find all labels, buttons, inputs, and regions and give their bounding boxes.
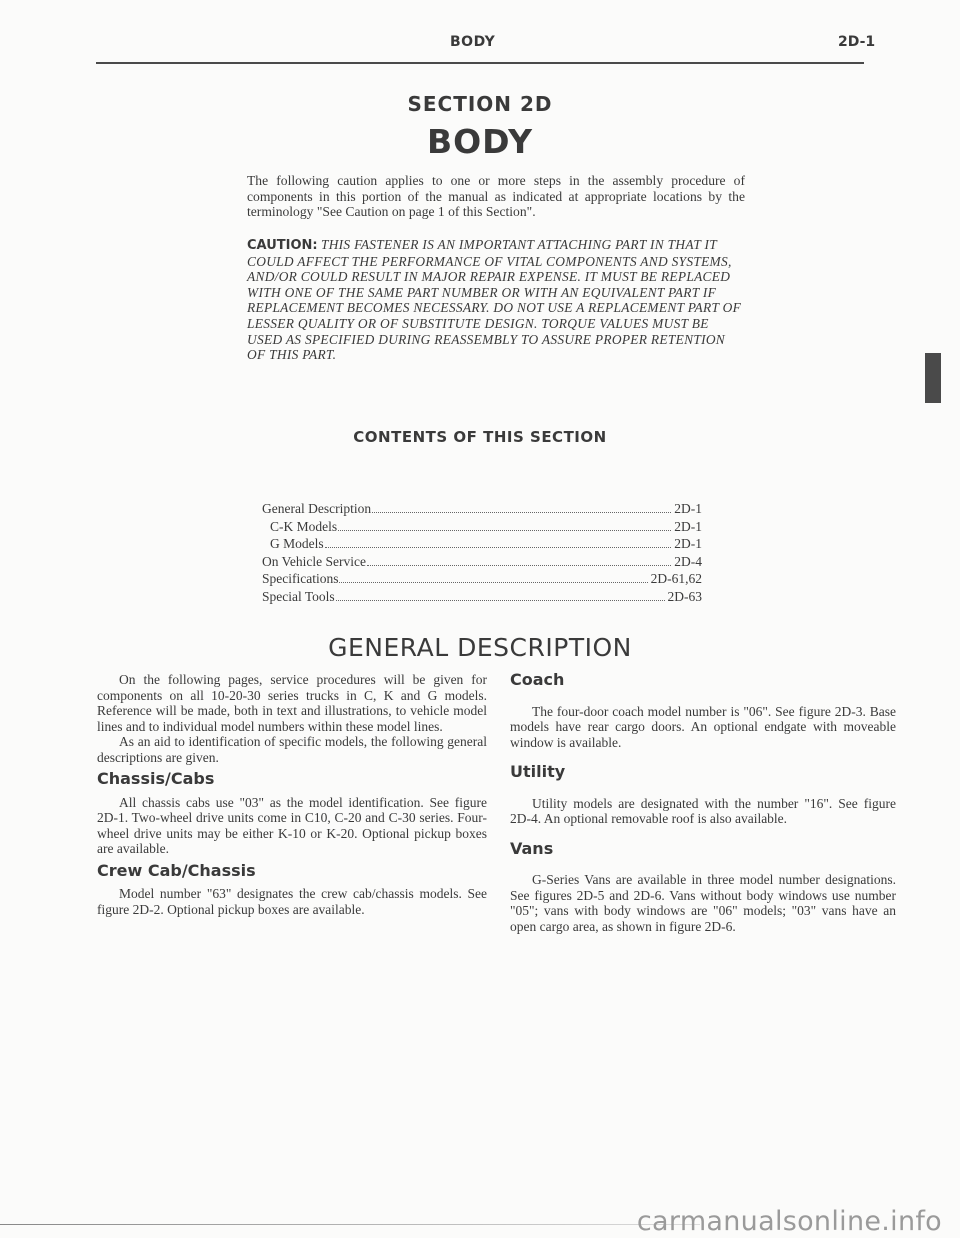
- toc-item-label: On Vehicle Service: [262, 553, 366, 569]
- toc-item[interactable]: [262, 589, 702, 607]
- section-label: SECTION 2D: [407, 92, 553, 116]
- toc-leader: [339, 581, 647, 583]
- intro-text-1: On the following pages, service procedures will be given for components on all 10-20-30 series trucks in C, K and G models. Reference will be made, both in text and illustrations, to vehicle model lines and to individual model numbers within these model lines.: [97, 672, 487, 734]
- toc-leader: [325, 546, 672, 548]
- crew-cab-heading: Crew Cab/Chassis: [97, 860, 256, 880]
- vans-heading: Vans: [510, 838, 554, 858]
- header-page-number: 2D-1: [838, 34, 876, 50]
- coach-heading: Coach: [510, 670, 565, 689]
- toc-item-page: 2D-4: [674, 553, 702, 569]
- toc-item-label: Special Tools: [262, 588, 335, 604]
- chassis-cabs-text: All chassis cabs use "03" as the model identification. See figure 2D-1. Two-wheel drive units come in C10, C-20 and C-30 series. Four-wheel drive units may be either K-10 or K-20. Optional pickup boxes are available.: [97, 794, 487, 856]
- toc-item-page: 2D-1: [674, 518, 702, 534]
- vans-text: G-Series Vans are available in three model number designations. See figures 2D-5 and 2D-6. Vans without body windows use number "05"; vans with body windows are "06" models; "03" vans have an open cargo area, as shown in figure 2D-6.: [510, 872, 896, 934]
- chassis-cabs-heading: Chassis/Cabs: [97, 769, 215, 788]
- left-column: [97, 672, 487, 917]
- toc-item[interactable]: [262, 536, 702, 554]
- toc-item-page: 2D-1: [674, 536, 702, 552]
- table-of-contents: [262, 501, 702, 607]
- toc-item-label: C-K Models: [270, 518, 338, 534]
- toc-item-label: G Models: [270, 536, 324, 552]
- utility-heading: Utility: [510, 762, 566, 781]
- section-title: BODY: [426, 122, 534, 161]
- toc-item[interactable]: [262, 501, 702, 519]
- toc-item-page: 2D-63: [667, 588, 702, 604]
- toc-item[interactable]: [262, 554, 702, 572]
- toc-item-page: 2D-61,62: [650, 571, 702, 587]
- right-column: [510, 672, 896, 948]
- toc-item-page: 2D-1: [674, 501, 702, 516]
- toc-item[interactable]: [262, 571, 702, 589]
- toc-item-label: General Description: [262, 501, 372, 516]
- toc-item-label: Specifications: [262, 571, 339, 587]
- intro-paragraph: The following caution applies to one or more steps in the assembly procedure of components in this portion of the manual as indicated at appropriate locations by the terminology "See Caution on page 1 of this Section".: [247, 173, 745, 219]
- toc-leader: [372, 511, 671, 513]
- section-tab-marker: [925, 353, 941, 403]
- caution-label: CAUTION:: [247, 238, 318, 253]
- crew-cab-text: Model number "63" designates the crew cab/chassis models. See figure 2D-2. Optional pickup boxes are available.: [97, 886, 487, 917]
- intro-text-2: As an aid to identification of specific models, the following general descriptions are given.: [97, 734, 487, 765]
- general-description-heading: GENERAL DESCRIPTION: [328, 633, 632, 662]
- running-header: [0, 34, 960, 54]
- coach-text: The four-door coach model number is "06". See figure 2D-3. Base models have rear cargo doors. An optional endgate with moveable window is available.: [510, 703, 896, 750]
- utility-text: Utility models are designated with the number "16". See figure 2D-4. An optional removable roof is also available.: [510, 795, 896, 826]
- toc-leader: [336, 599, 665, 601]
- toc-leader: [367, 564, 671, 566]
- toc-item[interactable]: [262, 519, 702, 537]
- header-rule: [96, 62, 864, 64]
- caution-block: [247, 237, 745, 363]
- watermark: carmanualsonline.info: [636, 1206, 942, 1237]
- footer-rule: [0, 1224, 700, 1225]
- header-title: BODY: [450, 34, 496, 50]
- caution-text: THIS FASTENER IS AN IMPORTANT ATTACHING PART IN THAT IT COULD AFFECT THE PERFORMANCE OF VITAL COMPONENTS AND SYSTEMS, AND/OR COULD RESULT IN MAJOR REPAIR EXPENSE. IT MUST BE REPLACED WITH ONE OF THE SAME PART NUMBER OR WITH AN EQUIVALENT PART IF REPLACEMENT BECOMES NECESSARY. DO NOT USE A REPLACEMENT PART OF LESSER QUALITY OR OF SUBSTITUTE DESIGN. TORQUE VALUES MUST BE USED AS SPECIFIED DURING REASSEMBLY TO ASSURE PROPER RETENTION OF THIS PART.: [247, 237, 742, 363]
- toc-leader: [338, 529, 671, 531]
- contents-heading: CONTENTS OF THIS SECTION: [353, 428, 607, 446]
